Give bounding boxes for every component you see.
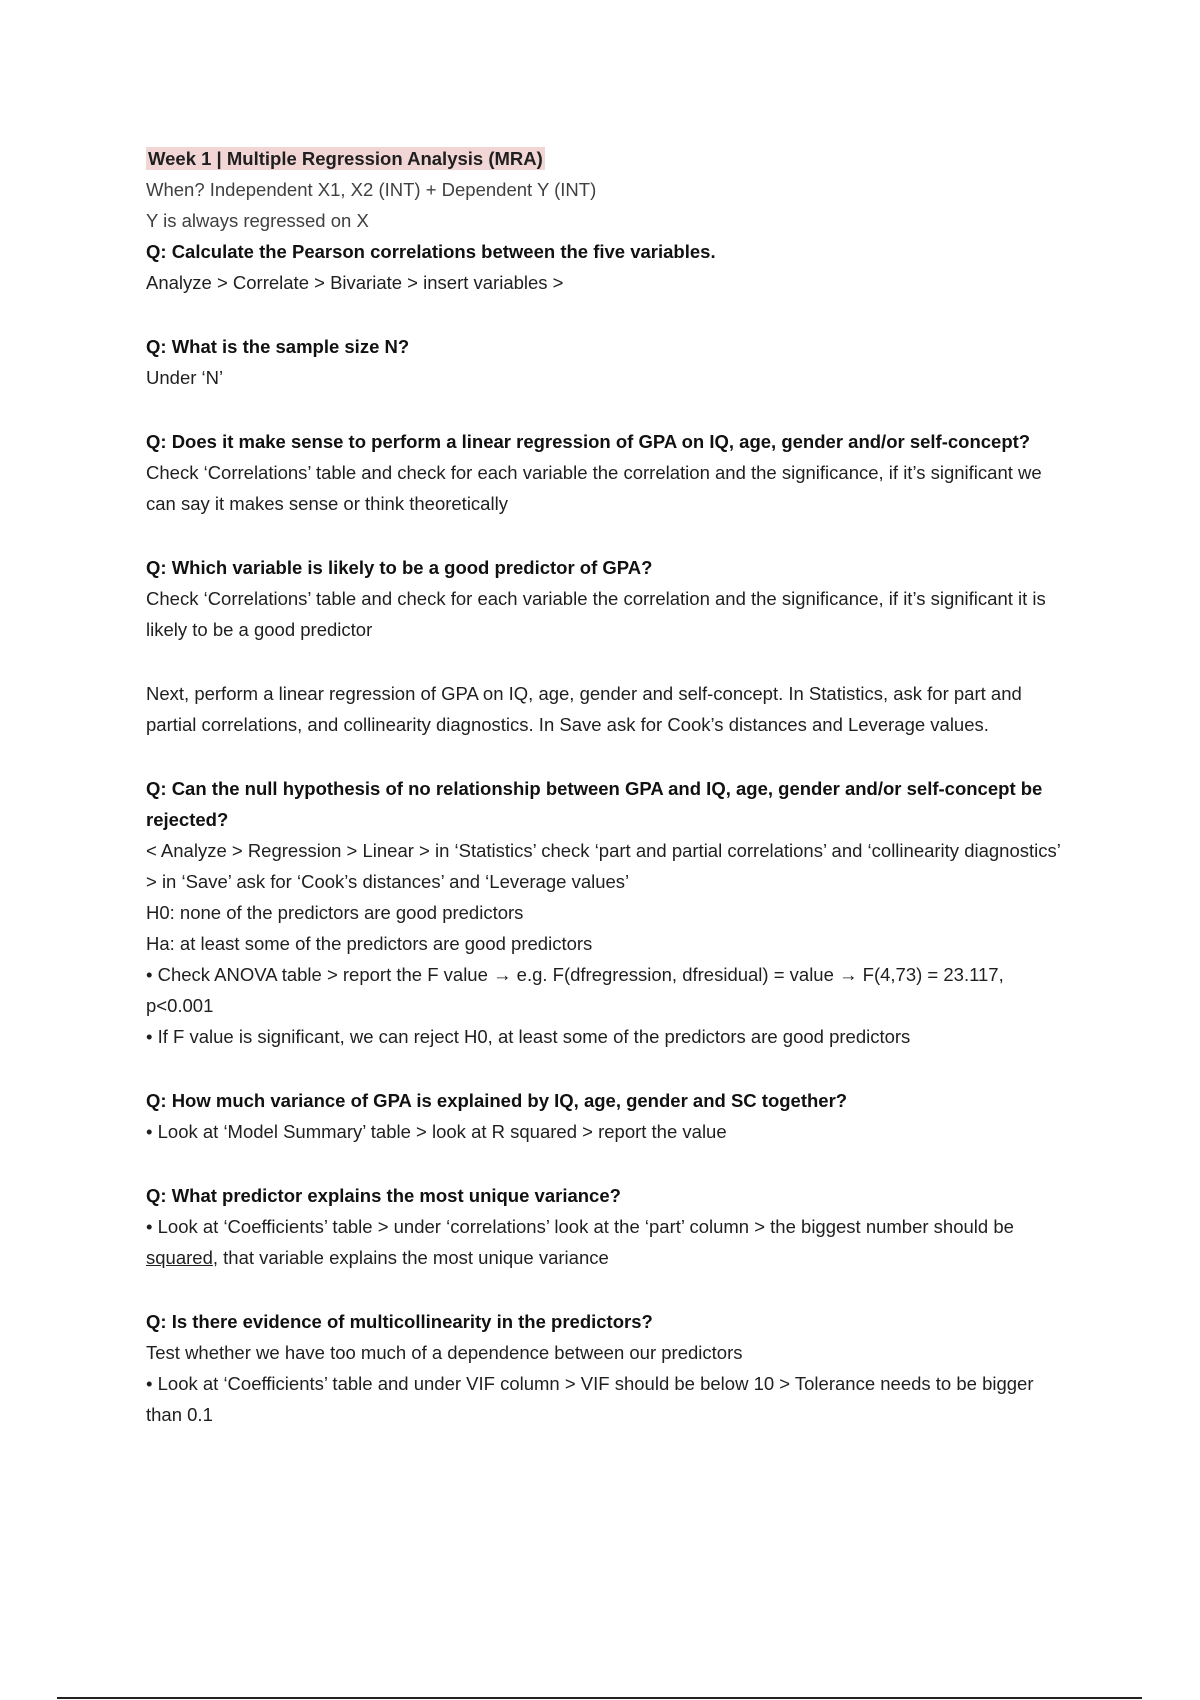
- question-multicollinearity: Q: Is there evidence of multicollinearity in the predictors?: [146, 1311, 653, 1332]
- question-unique-variance: Q: What predictor explains the most unique variance?: [146, 1185, 621, 1206]
- answer-linear-regression-sense: Check ‘Correlations’ table and check for each variable the correlation and the significance, if it’s significant we can say it makes sense or think theoretically: [146, 462, 1042, 514]
- answer-sample-size: Under ‘N’: [146, 367, 224, 388]
- answer-null-steps: < Analyze > Regression > Linear > in ‘Statistics’ check ‘part and partial correlations’ and ‘collinearity diagnostics’ > in ‘Save’ ask for ‘Cook’s distances’ and ‘Leverage values’: [146, 840, 1061, 892]
- answer-h0: H0: none of the predictors are good predictors: [146, 902, 524, 923]
- answer-good-predictor: Check ‘Correlations’ table and check for each variable the correlation and the significance, if it’s significant it is likely to be a good predictor: [146, 588, 1046, 640]
- page-title: Week 1 | Multiple Regression Analysis (MRA): [148, 148, 543, 169]
- question-good-predictor: Q: Which variable is likely to be a good predictor of GPA?: [146, 557, 653, 578]
- intro-regressed: Y is always regressed on X: [146, 210, 369, 231]
- question-sample-size: Q: What is the sample size N?: [146, 336, 410, 357]
- answer-multicollinearity-test: Test whether we have too much of a dependence between our predictors: [146, 1342, 743, 1363]
- question-pearson: Q: Calculate the Pearson correlations between the five variables.: [146, 241, 716, 262]
- answer-f-significant: • If F value is significant, we can reject H0, at least some of the predictors are good predictors: [146, 1026, 911, 1047]
- question-variance-explained: Q: How much variance of GPA is explained by IQ, age, gender and SC together?: [146, 1090, 848, 1111]
- answer-unique-variance-pre: • Look at ‘Coefficients’ table > under ‘correlations’ look at the ‘part’ column > the biggest number should be: [146, 1216, 1014, 1237]
- answer-vif: • Look at ‘Coefficients’ table and under VIF column > VIF should be below 10 > Tolerance needs to be bigger than 0.1: [146, 1373, 1034, 1425]
- title-line: [146, 143, 1066, 174]
- answer-pearson: Analyze > Correlate > Bivariate > insert variables >: [146, 272, 564, 293]
- answer-ha: Ha: at least some of the predictors are good predictors: [146, 933, 593, 954]
- answer-anova: • Check ANOVA table > report the F value → e.g. F(dfregression, dfresidual) = value → F(4,73) = 23.117, p<0.001: [146, 964, 1004, 1016]
- underlined-squared: squared: [146, 1247, 213, 1268]
- question-null-hypothesis: Q: Can the null hypothesis of no relationship between GPA and IQ, age, gender and/or self-concept be rejected?: [146, 778, 1043, 830]
- intro-when: When? Independent X1, X2 (INT) + Dependent Y (INT): [146, 179, 597, 200]
- answer-variance-explained: • Look at ‘Model Summary’ table > look at R squared > report the value: [146, 1121, 727, 1142]
- instruction-next: Next, perform a linear regression of GPA on IQ, age, gender and self-concept. In Statistics, ask for part and partial correlations, and collinearity diagnostics. In Save ask for Cook’s distances and Leverage values.: [146, 683, 1022, 735]
- answer-unique-variance-post: , that variable explains the most unique variance: [212, 1247, 609, 1268]
- bottom-divider: [57, 1697, 1142, 1699]
- question-linear-regression-sense: Q: Does it make sense to perform a linear regression of GPA on IQ, age, gender and/or self-concept?: [146, 431, 1031, 452]
- answer-unique-variance: [146, 1211, 1066, 1273]
- document-page: [146, 143, 1066, 1430]
